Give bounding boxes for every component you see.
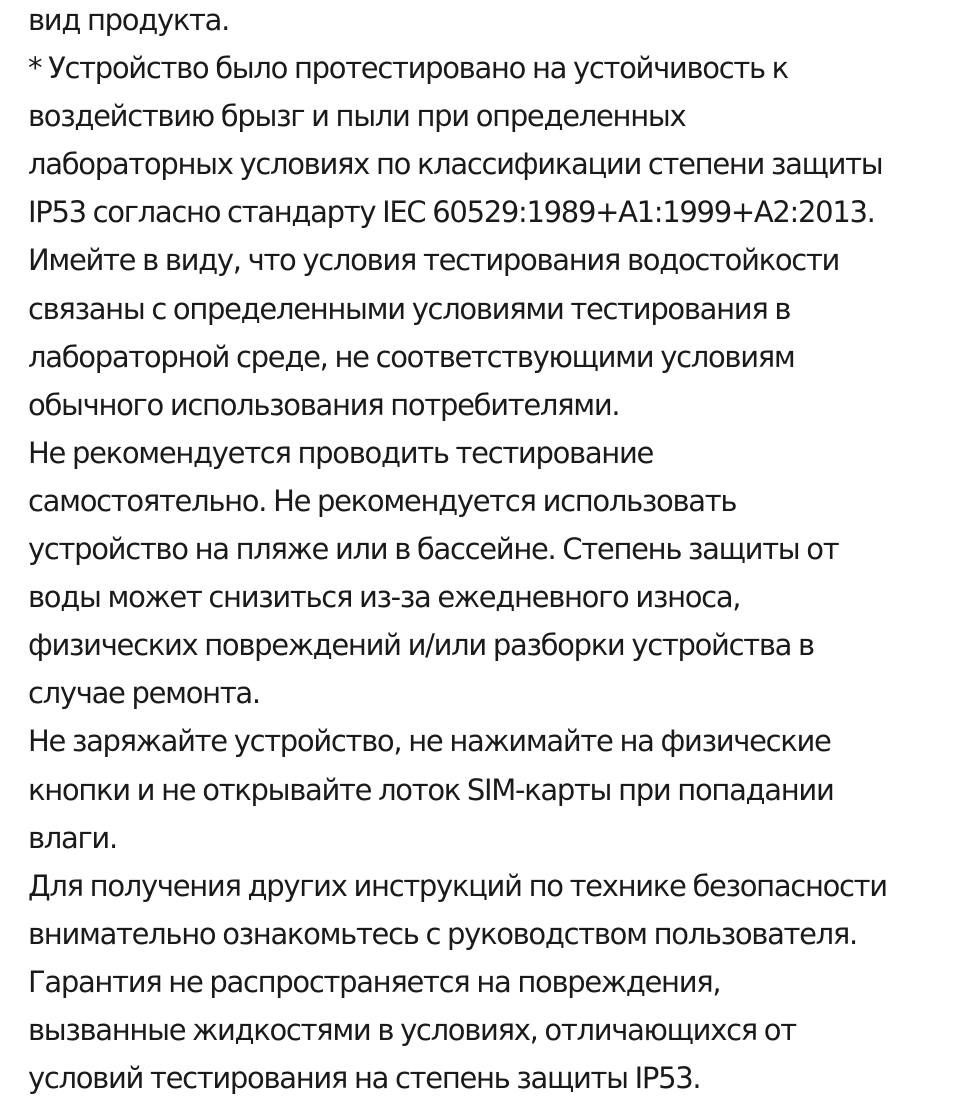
text-line: кнопки и не открывайте лоток SIM-карты при попадании bbox=[28, 772, 834, 807]
text-line: Имейте в виду, что условия тестирования водостойкости bbox=[28, 243, 840, 278]
text-line: вид продукта. bbox=[28, 3, 230, 37]
text-line: самостоятельно. Не рекомендуется использовать bbox=[28, 483, 737, 518]
text-line: Не заряжайте устройство, не нажимайте на физические bbox=[28, 724, 831, 759]
text-line: условий тестирования на степень защиты IP53. bbox=[28, 1061, 701, 1096]
text-line: Для получения других инструкций по технике безопасности bbox=[28, 868, 887, 903]
document-body bbox=[28, 0, 953, 1102]
text-line: случае ремонта. bbox=[28, 676, 260, 711]
text-line: обычного использования потребителями. bbox=[28, 387, 620, 422]
text-line: воздействию брызг и пыли при определенных bbox=[28, 99, 686, 134]
text-line: Гарантия не распространяется на повреждения, bbox=[28, 964, 721, 999]
text-line: связаны с определенными условиями тестирования в bbox=[28, 291, 791, 326]
text-line: лабораторных условиях по классификации степени защиты bbox=[28, 147, 883, 182]
text-line: вызванные жидкостями в условиях, отличающихся от bbox=[28, 1012, 796, 1047]
text-line: лабораторной среде, не соответствующими условиям bbox=[28, 339, 795, 374]
text-line: IP53 согласно стандарту IEC 60529:1989+A1:1999+A2:2013. bbox=[28, 195, 875, 230]
text-line: воды может снизиться из-за ежедневного износа, bbox=[28, 580, 741, 615]
text-line: Не рекомендуется проводить тестирование bbox=[28, 435, 654, 470]
text-line: влаги. bbox=[28, 820, 117, 855]
text-line: внимательно ознакомьтесь с руководством пользователя. bbox=[28, 916, 857, 951]
text-line: физических повреждений и/или разборки устройства в bbox=[28, 628, 814, 663]
text-line: * Устройство было протестировано на устойчивость к bbox=[28, 51, 788, 86]
text-line: устройство на пляже или в бассейне. Степень защиты от bbox=[28, 532, 839, 567]
